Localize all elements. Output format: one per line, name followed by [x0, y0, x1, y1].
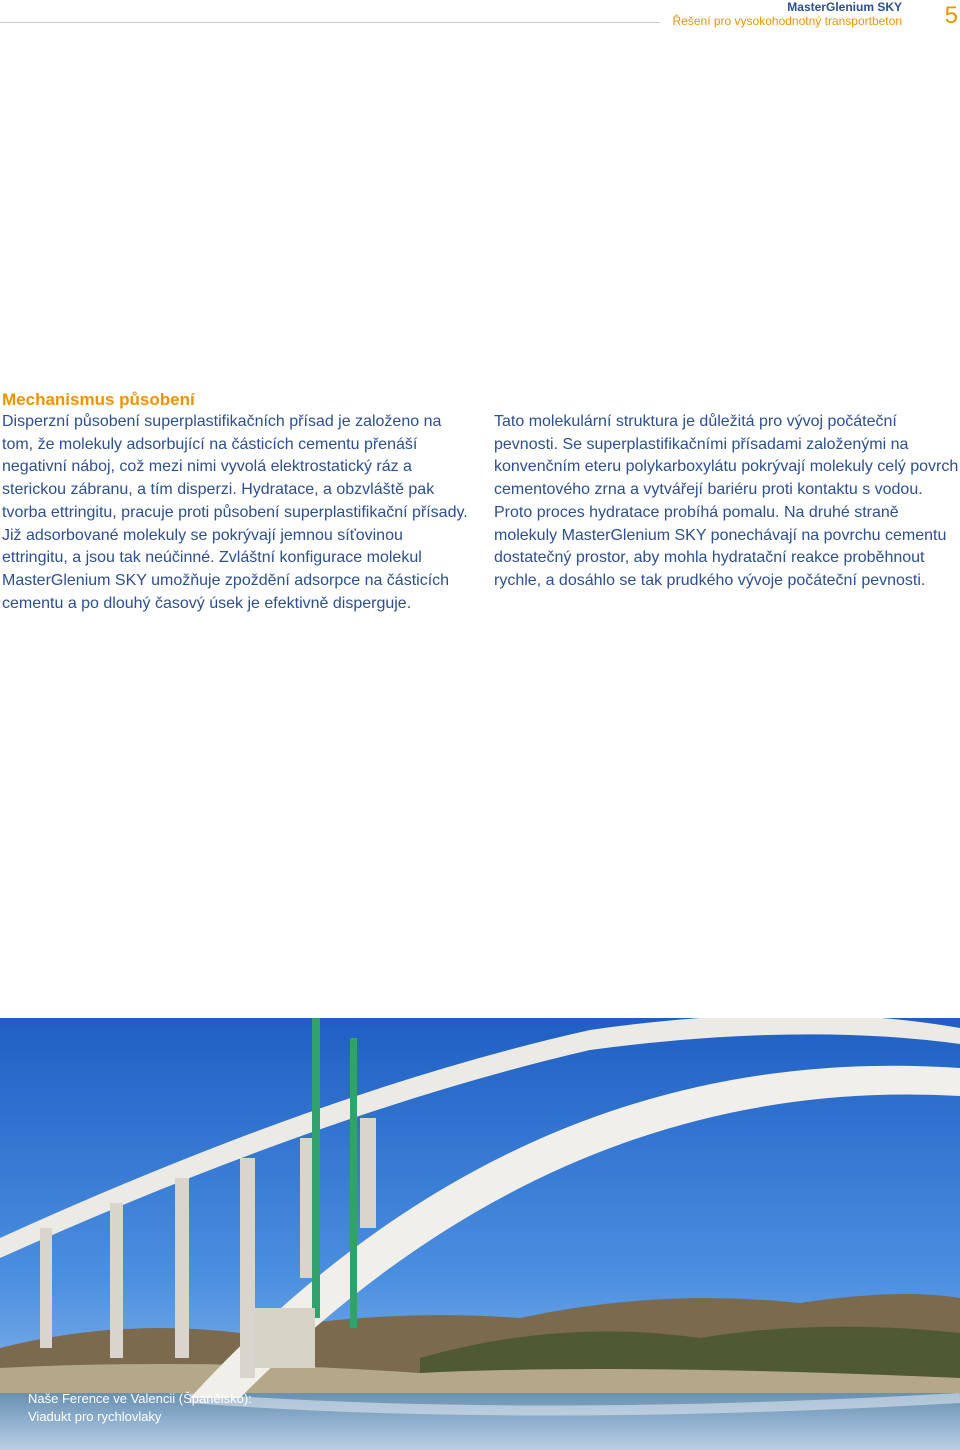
- header-product-name: MasterGlenium SKY: [787, 0, 902, 14]
- header-divider: [0, 22, 660, 23]
- construction-scaffold: [255, 1308, 315, 1368]
- crane-tower-left: [312, 1018, 320, 1318]
- bridge-photo: [0, 1018, 960, 1450]
- viaduct-illustration: [0, 1018, 960, 1450]
- body-text-left-column: Disperzní působení superplastifikačních přísad je založeno na tom, že molekuly adsorbující na částicích cementu přenáší negativní náboj, což mezi nimi vyvolá elektrostatický ráz a sterickou zábranu, a tím disperzi. Hydratace, a obzvláště pak tvorba ettringitu, pracuje proti působení superplastifikační přísady. Již adsorbované molekuly se pokrývají jemnou síťovinou ettringitu, a jsou tak neúčinné. Zvláštní konfigurace molekul MasterGlenium SKY umožňuje zpoždění adsorpce na částicích cementu a po dlouhý časový úsek je efektivně disperguje.: [2, 413, 468, 612]
- header-subtitle: Řešení pro vysokohodnotný transportbeton: [672, 14, 902, 28]
- section-title: Mechanismus působení: [2, 390, 195, 409]
- photo-caption: [28, 1390, 252, 1426]
- photo-caption-line-2: Viadukt pro rychlovlaky: [28, 1409, 162, 1424]
- body-text-right-column: Tato molekulární struktura je důležitá pro vývoj počáteční pevnosti. Se superplastifikačními přísadami založenými na konvenčním eteru polykarboxylátu pokrývají molekuly celý povrch cementového zrna a vytvářejí bariéru proti kontaktu s vodou. Proto proces hydratace probíhá pomalu. Na druhé straně molekuly MasterGlenium SKY ponechávají na povrchu cementu dostatečný prostor, aby mohla hydratační reakce proběhnout rychle, a dosáhlo se tak prudkého vývoje počáteční pevnosti.: [494, 413, 959, 589]
- photo-caption-line-1: Naše Ference ve Valencii (Španělsko):: [28, 1391, 252, 1406]
- page-number: 5: [944, 2, 958, 29]
- crane-tower-right: [350, 1038, 357, 1328]
